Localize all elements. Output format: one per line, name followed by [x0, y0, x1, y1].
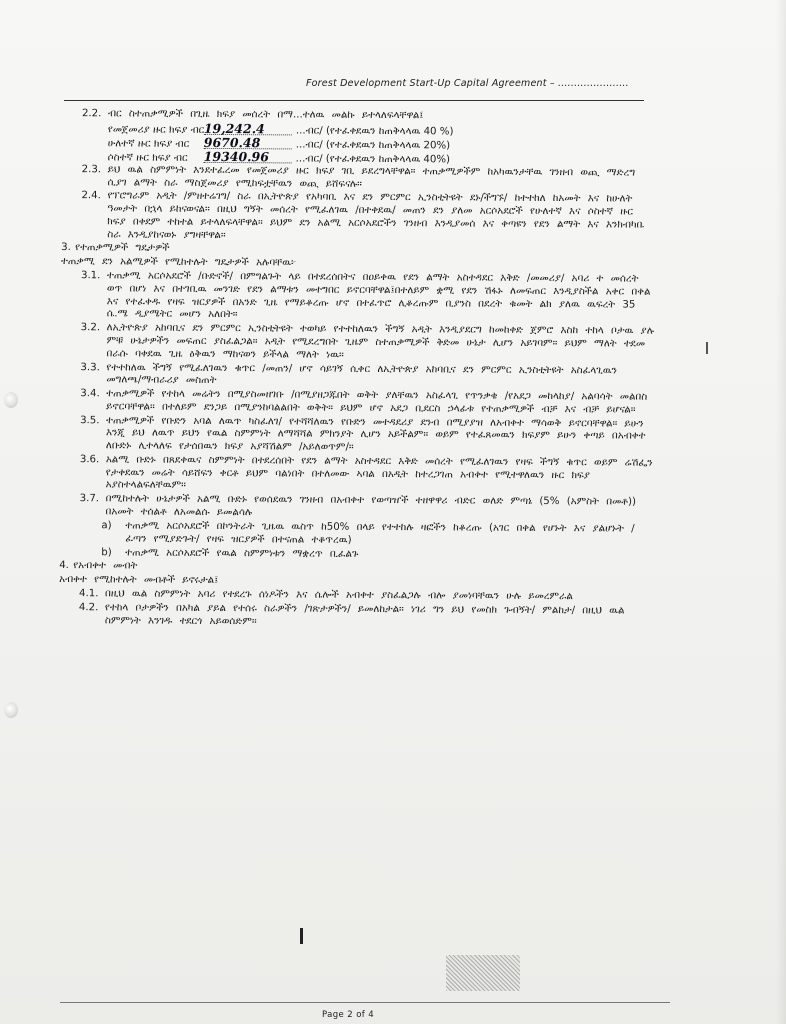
page-header: Forest Development Start-Up Capital Agreement – ......................: [306, 78, 629, 89]
payment-note: ...ብር/ (የተፈቀደዉን ከጠቅላላዉ 40%): [295, 153, 451, 166]
clause-text: ብር ስተጠቃሚዎች በጊዜ ክፍያ መሰረት በማ...ተለዉ መልኩ ይተላለፍላቸዋል፤: [107, 108, 424, 122]
clause-2-3: [58, 164, 658, 193]
clause-number: 3.5.: [80, 414, 100, 427]
scanned-stamp: [446, 955, 520, 991]
subitem-text: ተጠቃሚ አርሶአደሮች በኮንትራት ጊዜዉ ዉስጥ ከ50% በላይ የተተከሉ ዛፎችን ከቆረጡ (አገር በቀል የሆኑት እና ያልሆኑት /ፈጣን የሚያድጉት/ የዛፍ ዝርያዎች በተናጠል ተቆጥረዉ): [125, 520, 635, 546]
clause-text: በዚህ ዉል ስምምነት አባሪ የተደረጉ ሰነዶችን እና ሴሎች አብቀተ ያስፈልጋሉ ብሎ ያመነባቸዉን ሁሉ ይመረምራል: [104, 588, 573, 603]
clause-text: የተተከለዉ ችግኝ የሚፈለገዉን ቁጥር /መጠን/ ሆኖ ሳይገኝ ሲቀር ለኢትዮጵያ አከባቢና ደን ምርምር ኢንስቲትዩት አስፈላጊዉን መግለጫ/ማብራሪያ መስጠት: [106, 361, 617, 387]
clause-number: 3.2.: [80, 322, 101, 334]
clause-number: 3.7.: [79, 493, 100, 505]
payment-label: ሁለተኛ ዙር ክፍያ ብር: [107, 138, 190, 150]
handwritten-amount: 19340.96: [204, 151, 292, 164]
payment-note: ...ብር/ (የተፈቀደዉን ከጠቅላላዉ 40 %): [295, 125, 454, 138]
clause-number: 4.1.: [78, 588, 99, 600]
punch-hole: [4, 702, 18, 718]
clause-text: ተጠቃሚዎች የተከላ መሬትን በሚያስመዘገቡ /በሚያዘጋጁበት ወቅት ያለቸዉን አስፈላጊ የጥንቃቄ /የአደጋ መከላከያ/ አልባሳት መልበስ ይኖርባቸዋል። በተለይም ደንጋይ በሚያንከባልልበት ወቅት። ይህም ሆኖ አደጋ ቢደርስ ኃላፊቱ የተጠቃሚዎች ብቻ እና ብቻ ይሆናል።: [106, 388, 648, 416]
clause-text: ይህ ዉል ስምምነት እንደተፈረመ የመጀመሪያ ዙር ክፍያ ገቢ ይደረግላቸዋል። ተጠቃሚዎችም ከአካዉንታቸዉ ገንዘብ ወጪ ማድረግ ሲያገ ልማት ስራ ማስጀመሪያ የሚከፍቷቸዉን ወጪ ይሸፍናሉ።: [107, 164, 636, 190]
handwritten-amount: 19,242.4: [204, 123, 292, 136]
clause-3-3: [56, 362, 656, 391]
payment-label: የመጀመሪያ ዙር ክፍያ ብር: [107, 124, 205, 136]
clause-3-7: [55, 493, 655, 522]
footer-rule: [60, 1002, 670, 1003]
clause-3-5: [56, 415, 656, 457]
punch-hole: [4, 392, 18, 408]
clause-2-4: [57, 190, 657, 244]
page-number: Page 2 of 4: [322, 1010, 375, 1020]
payment-note: ...ብር/ (የተፈቀደዉን ከጠቅላላዉ 20%): [295, 139, 451, 152]
document-body: [55, 108, 658, 632]
section-number: 3.: [61, 242, 71, 254]
clause-text: ለኢትዮጵያ አከባቢና ደን ምርምር ኢንስቲትዩት ተወካይ የተተከለዉን ችግኝ አዲት እንዲያደርግ ከመከቀድ ጀምሮ እስከ ተከላ ቦታዉ ያሉ ምቹ ሁኔታዎችን መፍጠር ያስፈልጋል። አዲት የሚደረግበት ጊዜም ስተጠቃሚዎች ቅድመ ሁኔታ ሊሆን አይገባም። ይህም ማለት ተደመ በራሱ ባቀደዉ ጊዜ ዕቅዉን ማከናወን ይችላል ማለት ነዉ።: [106, 322, 655, 361]
payment-label: ሶስተኛ ዙር ክፍያ ብር: [107, 152, 188, 164]
clause-3-6: [56, 454, 656, 496]
clause-3-1: [57, 270, 657, 324]
section-number: 4.: [59, 560, 69, 572]
section-title: የአብቀተ መብት: [73, 560, 138, 572]
clause-number: 4.2.: [78, 602, 99, 614]
section-intro: አብቀተ የሚከተሉት መብቶች ይኖሩታል፤: [59, 574, 219, 587]
clause-3-2: [56, 322, 656, 364]
clause-number: 3.6.: [79, 454, 100, 466]
header-rule: [64, 100, 644, 101]
pen-mark: [300, 928, 303, 944]
page-edge-shadow: [776, 0, 786, 1024]
handwritten-amount: 9670.48: [204, 137, 292, 150]
section-title: የተጠቃሚዎች ግዴታዎች: [75, 242, 170, 255]
clause-4-2: [55, 602, 655, 631]
clause-number: 2.2.: [81, 108, 102, 120]
clause-3-4: [56, 388, 656, 417]
subitem-text: ተጠቃሚ አርሶአደሮች የዉል ስምምነቱን ማቋረጥ ቢፈልጉ: [125, 546, 359, 560]
clause-text: የተከላ ቦታዎችን በአካል ያይል የተሰሩ ስራዎችን /ገጽታዎችን/ ይመለከታል። ነገሪ ግን ይህ የመስክ ጉብኝት/ ምልከታ/ በዚህ ዉል ስምምነት እንገዱ ተደርጎ አይወሰድም።: [104, 602, 625, 628]
clause-text: በሚከተሉት ሁኔታዎች አልሚ ቡድኑ የወሰደዉን ገንዘብ በአብቀተ የወጣዠች ተዘዋዋሪ ብድር ወለድ ምጣኔ (5% (አምስት በመቶ)) በአመት ተሰልቶ ለአመልሱ ይመልሳሉ: [105, 493, 636, 519]
subitem-marker: b): [101, 546, 112, 558]
subitem-marker: a): [101, 520, 112, 532]
clause-number: 2.3.: [81, 164, 102, 176]
clause-number: 2.4.: [81, 190, 101, 202]
clause-text: ተጠቃሚዎች የቡድን አባል ለዉጥ ካስፈለገ/ የተሻሻለዉን የቡድን መተዳደሪያ ደንብ በሚያያዝ ለአብቀተ ማሳወቅ ይኖርባቸዋል። ይሁን እንጂ ይህ ለዉጥ ይህን የዉል ስምምነት ለማሻሻል ምክንያት ሊሆን አይችልም። ወይም የተፈጸመዉን ክፍያም ይሁን ቀጣይ በአብቀተ ለቡድኑ ሊተላለፍ የታሰበዉን ክፍያ አያሻሽልም /አይለወጥም/።: [105, 415, 646, 453]
clause-text: አልሚ ቡድኑ በጸደቀዉና ስምምነት በተደረሰበት የደን ልማት አስተዳደር እቅድ መሰረት የሚፈለገዉን የዛፍ ችግኝ ቁጥር ወይም ሬሽፌን የታቀደዉን መሬት ሳይሸፍን ቀርቶ ይህም ባልነበት በተለመው ኣባል በአዲት ከተረጋገጠ አብቀተ የሚተዋለዉን ዙር ክፍያ አያስተላልፍለቸዉም።: [105, 454, 653, 492]
clause-text: የፕሮግራም አዲት /ምዘተሬገግ/ ስራ በኢትዮጵያ የአካባቢ እና ደን ምርምር ኢንስቲትዩት ደኑ/ችግኙ/ ከተተከለ ከአመት እና ከሁለት ዓመታት በኋላ ይከናወናል። በዚህ ግኝት መሰረት የሚፈለገዉ /በተቀደዉ/ መጠን ደን ያለመ አርሶአደሮች የሁለተኛ እና ሶስተኛ ዙር ክፍያ በቀደም ተከተል ይተላለፍላቸዋል። ይህም ደን አልሚ አርሶአደሮችን ገንዘብ እንዲያመሰ እና ቀጣዩን የደን ልማት እና እንክብካቤ ስራ እንዲያከናወኑ ያግዛቸዋል።: [107, 190, 645, 241]
clause-number: 3.4.: [80, 388, 100, 400]
clause-number: 3.1.: [80, 270, 101, 282]
margin-mark: [706, 342, 708, 354]
clause-3-7-a: [55, 520, 655, 549]
section-intro: ተጠቃሚ ደን አልሚዎች የሚከተሉት ግዴታዎች አሉባቸዉ፦: [61, 256, 297, 269]
clause-text: ተጠቃሚ አርሶአደሮች /ቡድኖች/ በምግልጉት ላይ በተደረሰበትና በዐይቀዉ የደን ልማት አስተዳደር እቅድ /መመሪያ/ አባሪ ተ መሰረት ወጥ በሆነ እና በተገቢዉ መንገድ የደን ልማቱን መተግበር ይኖርባቸዋል፤በተለይም ቋሚ የደን ሽፋኑ ለመፍጠር እንዲያስችል አቀር በቀል እና የተፈቀዱ የዛፍ ዝርያዎች በአንድ ጊዜ የማይቆረጡ ሆኖ በተፈጥሮ ሊቆረጡም ቢያንስ በደረት ቁመት ልክ ያለዉ ዉፍረት 35 ሴ.ሜ ዲያሜትር መሆን አለበት።: [106, 270, 651, 321]
clause-number: 3.3.: [80, 361, 100, 373]
